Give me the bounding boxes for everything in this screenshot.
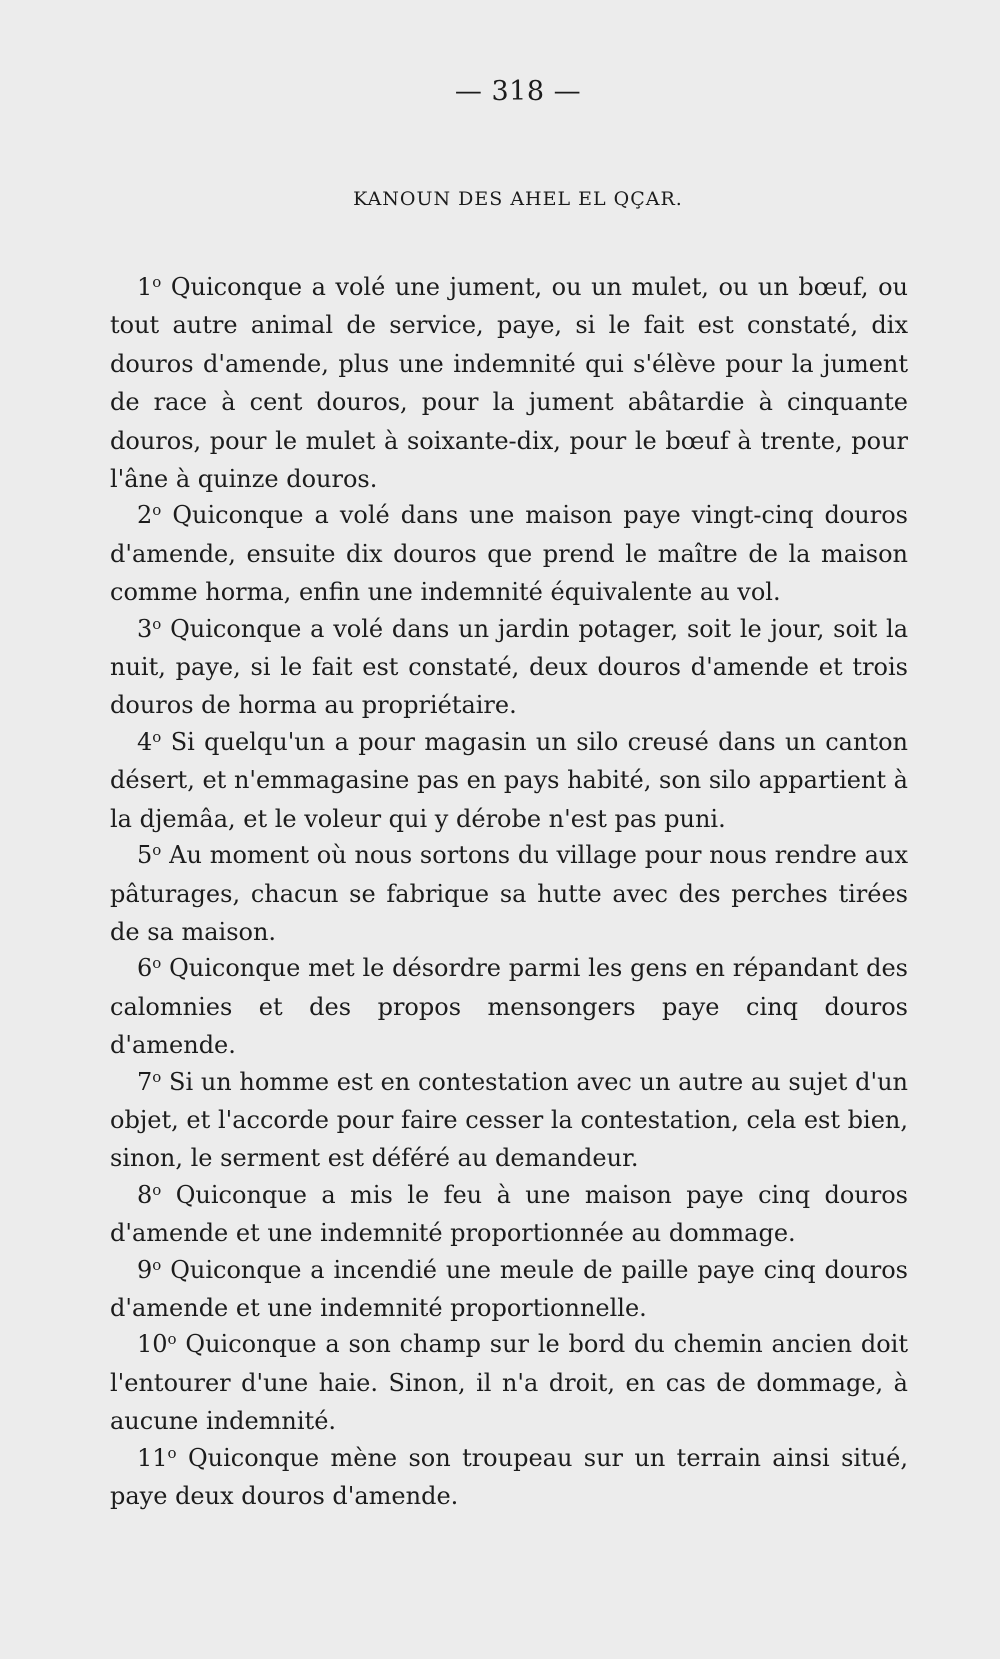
article-number: 10$^o$ [137,1330,177,1359]
article-text: Quiconque mène son troupeau sur un terrain ainsi situé, paye deux douros d'amende. [110,1443,908,1510]
article-paragraph [110,610,908,725]
article-text: Si quelqu'un a pour magasin un silo creusé dans un canton désert, et n'emmagasine pas en pays habité, son silo appartient à la djemâa, et le voleur qui y dérobe n'est pas puni. [110,727,908,833]
article-text: Au moment où nous sortons du village pour nous rendre aux pâturages, chacun se fabrique sa hutte avec des perches tirées de sa maison. [110,841,908,946]
article-number: 4$^o$ [137,727,162,756]
article-number: 3$^o$ [137,614,162,643]
article-number: 8$^o$ [137,1180,162,1209]
article-text: Quiconque a incendié une meule de paille paye cinq douros d'amende et une indemnité proportionnelle. [110,1255,908,1322]
article-text: Quiconque a volé dans une maison paye vingt-cinq douros d'amende, ensuite dix douros que prend le maître de la maison comme horma, enfin une indemnité équivalente au vol. [110,501,908,607]
article-number: 11$^o$ [137,1443,177,1472]
article-number: 2$^o$ [137,501,162,530]
article-text: Quiconque a volé dans un jardin potager, soit le jour, soit la nuit, paye, si le fait est constaté, deux douros d'amende et trois douros de horma au propriétaire. [110,614,909,720]
article-paragraph [110,1063,908,1178]
article-paragraph [110,723,908,838]
article-paragraph [110,1176,908,1253]
section-heading: KANOUN DES AHEL EL QÇAR. [353,188,683,210]
article-paragraph [110,1439,908,1516]
page-number: — 318 — [454,76,582,107]
article-text: Quiconque a mis le feu à une maison paye cinq douros d'amende et une indemnité proportionnée au dommage. [110,1180,908,1248]
article-paragraph [110,836,908,951]
article-paragraph [110,268,908,498]
article-text: Quiconque a son champ sur le bord du chemin ancien doit l'entourer d'une haie. Sinon, il n'a droit, en cas de dommage, à aucune indemnité. [110,1330,908,1436]
article-paragraph [110,1325,908,1440]
article-number: 9$^o$ [137,1255,162,1284]
article-number: 1$^o$ [137,273,162,301]
article-paragraph [110,1251,908,1328]
article-list [110,268,908,1515]
article-paragraph [110,949,908,1064]
article-paragraph [110,496,908,611]
article-number: 5$^o$ [137,841,162,870]
article-text: Quiconque a volé une jument, ou un mulet, ou un bœuf, ou tout autre animal de service, paye, si le fait est constaté, dix douros d'amende, plus une indemnité qui s'élève pour la jument de race à cent douros, pour la jument abâtardie à cinquante douros, pour le mulet à soixante-dix, pour le bœuf à trente, pour l'âne à quinze douros. [110,273,908,494]
article-text: Quiconque met le désordre parmi les gens en répandant des calomnies et des propos mensongers paye cinq douros d'amende. [110,954,908,1060]
article-number: 7$^o$ [137,1067,162,1096]
article-text: Si un homme est en contestation avec un autre au sujet d'un objet, et l'accorde pour faire cesser la contestation, cela est bien, sinon, le serment est déféré au demandeur. [110,1067,908,1173]
article-number: 6$^o$ [137,954,162,983]
